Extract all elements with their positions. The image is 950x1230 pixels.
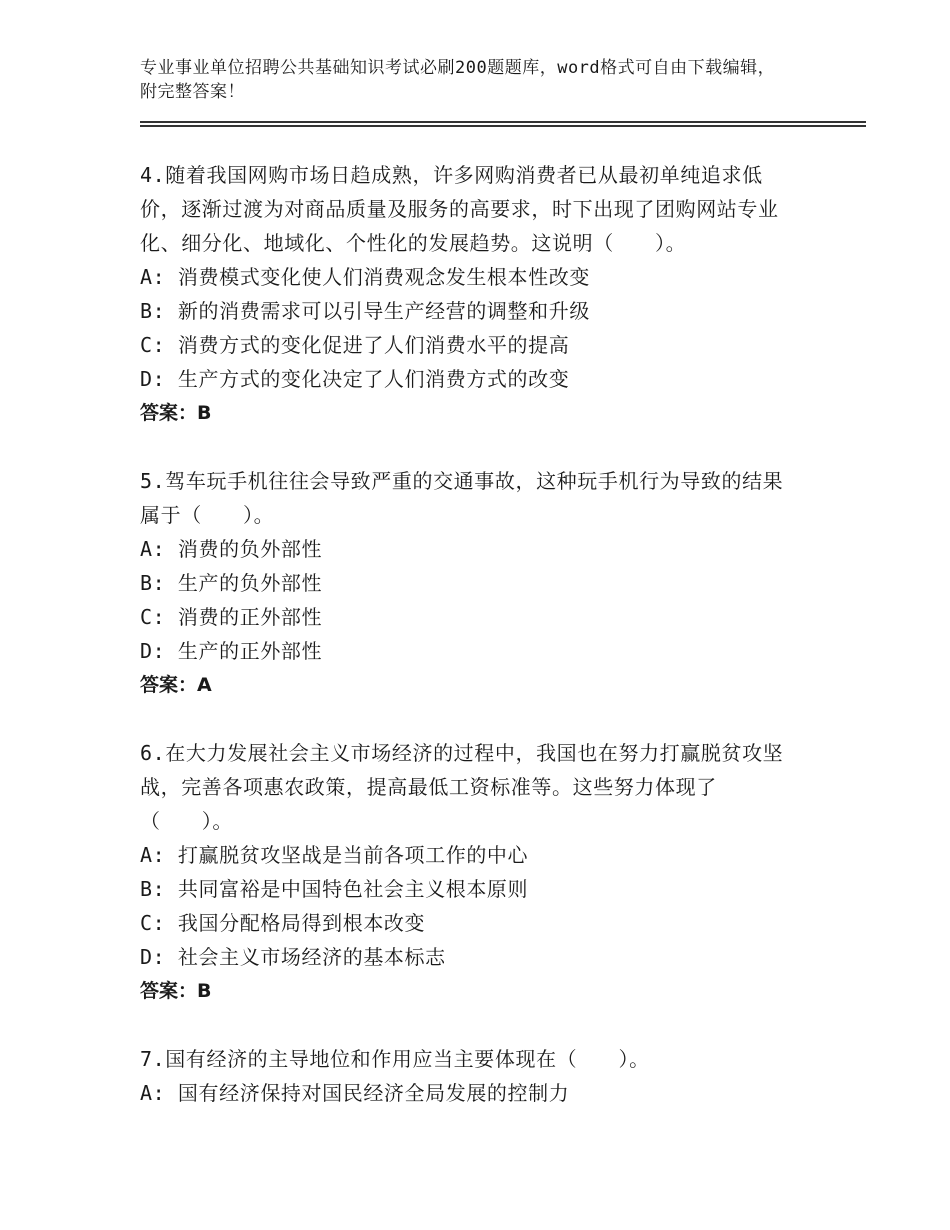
question-stem: 7.国有经济的主导地位和作用应当主要体现在（ ）。 [140, 1047, 650, 1071]
option-c: C: 消费的正外部性 [140, 605, 323, 629]
question-stem: 6.在大力发展社会主义市场经济的过程中，我国也在努力打赢脱贫攻坚战，完善各项惠农政策，提高最低工资标准等。这些努力体现了（ ）。 [140, 741, 784, 833]
question-stem: 4.随着我国网购市场日趋成熟，许多网购消费者已从最初单纯追求低价，逐渐过渡为对商品质量及服务的高要求，时下出现了团购网站专业化、细分化、地域化、个性化的发展趋势。这说明（ ）。 [140, 163, 779, 255]
option-a: A: 消费的负外部性 [140, 537, 323, 561]
question-list [140, 158, 800, 1110]
option-b: B: 共同富裕是中国特色社会主义根本原则 [140, 877, 529, 901]
option-b: B: 新的消费需求可以引导生产经营的调整和升级 [140, 299, 590, 323]
option-c: C: 我国分配格局得到根本改变 [140, 911, 426, 935]
question-7 [140, 1042, 800, 1110]
answer-label: 答案：B [140, 402, 212, 424]
question-5 [140, 464, 800, 702]
header-divider-top [140, 121, 866, 123]
option-a: A: 国有经济保持对国民经济全局发展的控制力 [140, 1081, 570, 1105]
option-a: A: 消费模式变化使人们消费观念发生根本性改变 [140, 265, 590, 289]
option-a: A: 打赢脱贫攻坚战是当前各项工作的中心 [140, 843, 529, 867]
option-d: D: 生产的正外部性 [140, 639, 323, 663]
document-header: 专业事业单位招聘公共基础知识考试必刷200题题库，word格式可自由下载编辑，附完整答案！ [140, 58, 776, 102]
header-divider-bottom [140, 125, 866, 127]
option-d: D: 生产方式的变化决定了人们消费方式的改变 [140, 367, 570, 391]
question-stem: 5.驾车玩手机往往会导致严重的交通事故，这种玩手机行为导致的结果属于（ ）。 [140, 469, 784, 527]
option-b: B: 生产的负外部性 [140, 571, 323, 595]
question-4 [140, 158, 800, 430]
option-c: C: 消费方式的变化促进了人们消费水平的提高 [140, 333, 570, 357]
option-d: D: 社会主义市场经济的基本标志 [140, 945, 446, 969]
answer-label: 答案：A [140, 674, 212, 696]
question-6 [140, 736, 800, 1008]
answer-label: 答案：B [140, 980, 212, 1002]
